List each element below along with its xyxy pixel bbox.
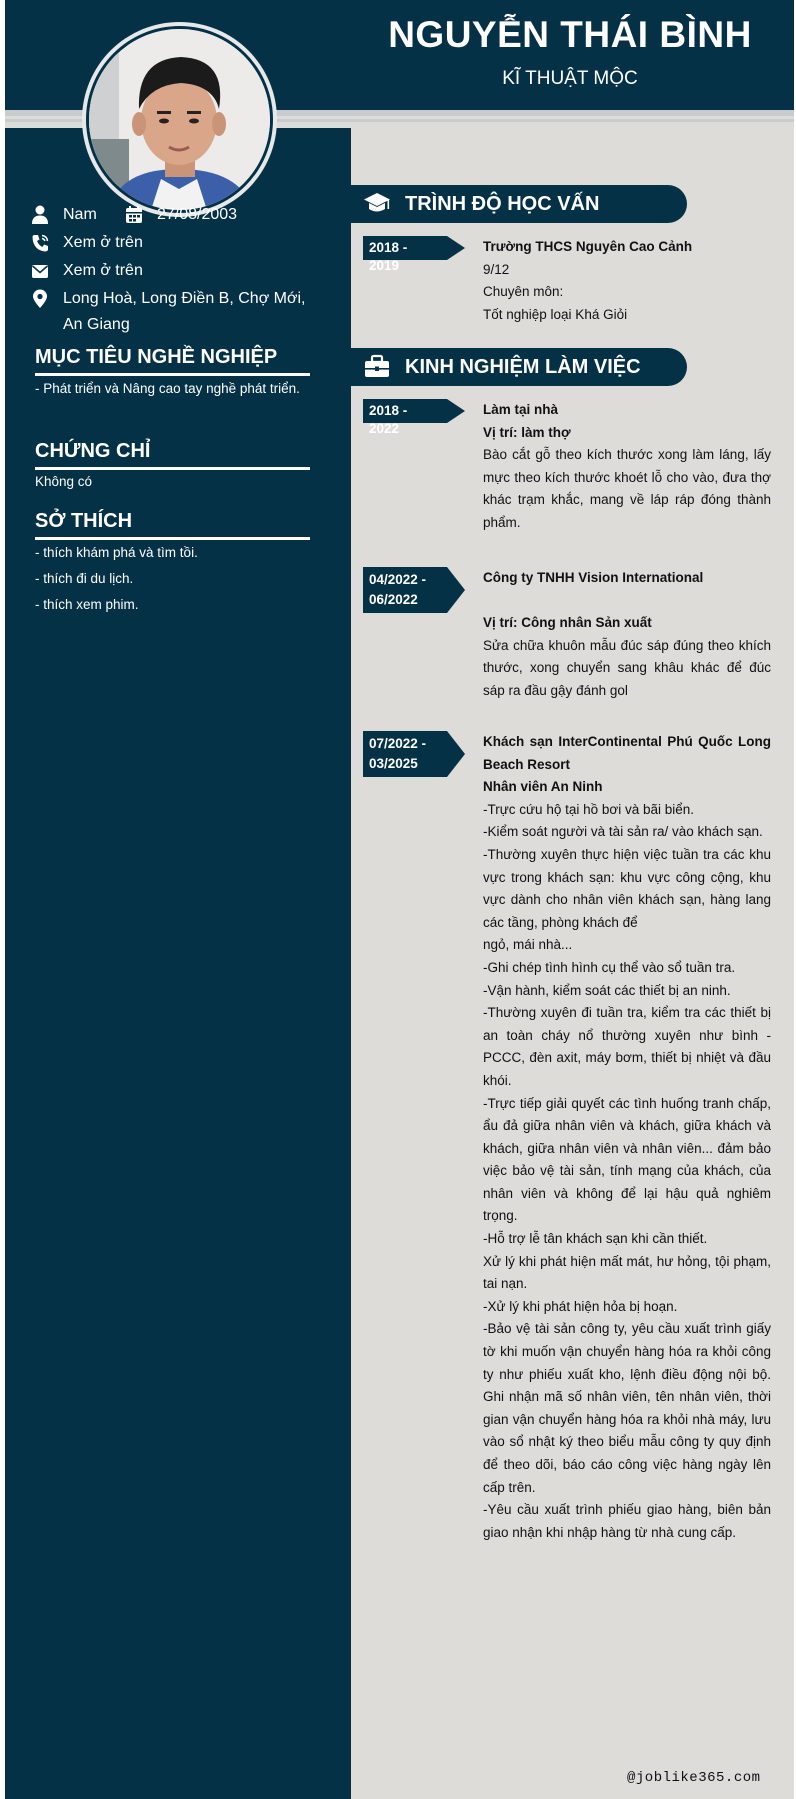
duty-line: -Bảo vệ tài sản công ty, yêu cầu xuất trình giấy tờ khi muốn vận chuyển hàng hóa ra khỏi công ty như phiếu xuất kho, lệnh điều động nội bộ. Ghi nhận mã số nhân viên, tên nhân viên, thời gian vận chuyển hàng hóa ra khỏi nhà máy, lưu vào sổ nhật ký theo biểu mẫu công ty quy định để theo dõi, báo cáo công việc hàng ngày lên cấp trên. xyxy=(483,1321,771,1495)
date-start: 04/2022 - xyxy=(369,572,427,587)
experience-entry xyxy=(483,567,771,703)
duty-line: -Xử lý khi phát hiện hỏa bị hoạn. xyxy=(483,1298,678,1314)
education-entry xyxy=(483,236,771,326)
envelope-icon xyxy=(31,262,49,282)
company-name: Công ty TNHH Vision International xyxy=(483,570,704,585)
duty-line: -Thường xuyên thực hiện việc tuần tra các khu vực trong khách sạn: khu vực công cộng, khu vực dành cho nhân viên khách sạn, hàng lang các tầng, phòng khách để xyxy=(483,846,771,930)
address-text: Long Hoà, Long Điền B, Chợ Mới, An Giang xyxy=(63,290,306,333)
user-icon xyxy=(31,205,49,225)
briefcase-icon xyxy=(363,354,391,380)
email-text: Xem ở trên xyxy=(63,262,143,279)
phone-text: Xem ở trên xyxy=(63,234,143,251)
duty-line: -Vận hành, kiểm soát các thiết bị an ninh. xyxy=(483,982,731,998)
certificates-heading: CHỨNG CHỈ xyxy=(35,440,310,470)
experience-entry xyxy=(483,731,771,1544)
phone-row xyxy=(31,230,331,256)
duty-line: -Yêu cầu xuất trình phiếu giao hàng, biên bản giao nhận khi nhập hàng từ nhà cung cấp. xyxy=(483,1502,771,1540)
objective-heading: MỤC TIÊU NGHỀ NGHIỆP xyxy=(35,346,310,376)
duty-line: -Thường xuyên đi tuần tra, kiểm tra các thiết bị an toàn cháy nổ thường xuyên như bình - PCCC, đèn axit, máy bơm, thiết bị nhiệt và đầu khói. xyxy=(483,1005,771,1088)
hobby-item: - thích khám phá và tìm tồi. xyxy=(35,545,198,560)
experience-date xyxy=(363,731,447,777)
gender-text: Nam xyxy=(63,206,97,223)
birthday-row xyxy=(125,202,325,228)
position: Vị trí: Công nhân Sản xuất xyxy=(483,615,652,631)
map-pin-icon xyxy=(31,289,49,309)
date-start: 07/2022 - xyxy=(369,736,427,751)
education-date: 2018 - 2019 xyxy=(363,236,447,260)
school-result: Tốt nghiệp loại Khá Giỏi xyxy=(483,306,628,322)
school-name: Trường THCS Nguyên Cao Cảnh xyxy=(483,239,693,254)
resume-page xyxy=(5,0,794,1799)
position: Vị trí: làm thợ xyxy=(483,424,571,440)
school-major: Chuyên môn: xyxy=(483,284,564,300)
experience-date xyxy=(363,567,447,613)
avatar xyxy=(89,29,270,210)
hobbies-list xyxy=(35,540,325,618)
date-end: 03/2025 xyxy=(369,756,418,771)
gender-row xyxy=(31,202,131,228)
duty-line: Bào cắt gỗ theo kích thước xong làm láng, lấy mực theo kích thước khoét lỗ cho vào, đưa thợ khác trạm khắc, mang về láp ráp đóng thành phẩm. xyxy=(483,447,771,530)
job-title: KĨ THUẬT MỘC xyxy=(502,68,638,89)
duty-line: -Trực tiếp giải quyết các tình huống tranh chấp, ẩu đả giữa nhân viên và khách, giữa khách và khách, giữa nhân viên và nhân viên... đảm bảo việc bảo vệ tài sản, tính mạng của khách, của nhân viên và không để lại hậu quả nghiêm trọng. xyxy=(483,1095,771,1224)
calendar-icon xyxy=(125,205,143,225)
footer-watermark: @joblike365.com xyxy=(627,1770,761,1786)
date-end: 06/2022 xyxy=(369,592,418,607)
birthday-text: 27/08/2003 xyxy=(157,206,238,223)
experience-entry xyxy=(483,399,771,535)
experience-heading-text: KINH NGHIỆM LÀM VIỆC xyxy=(405,356,641,378)
education-heading-text: TRÌNH ĐỘ HỌC VẤN xyxy=(405,193,600,215)
address-row xyxy=(31,286,331,338)
duty-line: ngỏ, mái nhà... xyxy=(483,937,573,953)
position: Nhân viên An Ninh xyxy=(483,779,603,795)
duty-line: Xử lý khi phát hiện mất mát, hư hỏng, tội phạm, tai nạn. xyxy=(483,1253,771,1292)
company-name: Khách sạn InterContinental Phú Quốc Long Beach Resort xyxy=(483,734,771,772)
duty-line: -Ghi chép tình hình cụ thể vào sổ tuần tra. xyxy=(483,959,736,975)
hobby-item: - thích đi du lịch. xyxy=(35,571,134,586)
duty-line: -Kiểm soát người và tài sản ra/ vào khách sạn. xyxy=(483,824,763,840)
duty-line: -Trực cứu hộ tại hồ bơi và bãi biển. xyxy=(483,801,695,817)
candidate-name: NGUYỄN THÁI BÌNH xyxy=(388,14,752,55)
duty-line: Sửa chữa khuôn mẫu đúc sáp đúng theo khích thước, xong chuyển sang khâu khác để đúc sáp ra đầu gậy đánh gol xyxy=(483,637,771,698)
objective-text: - Phát triển và Nâng cao tay nghề phát triển. xyxy=(35,381,300,396)
duty-line: -Hỗ trợ lễ tân khách sạn khi cần thiết. xyxy=(483,1231,708,1247)
graduation-cap-icon xyxy=(363,191,391,217)
experience-date: 2018 - 2022 xyxy=(363,399,447,423)
education-heading xyxy=(351,185,687,223)
hobby-item: - thích xem phim. xyxy=(35,597,139,612)
experience-heading xyxy=(351,348,687,386)
hobbies-heading: SỞ THÍCH xyxy=(35,510,310,540)
avatar-frame xyxy=(82,22,277,217)
email-row xyxy=(31,258,331,284)
certificates-text: Không có xyxy=(35,474,93,489)
company-name: Làm tại nhà xyxy=(483,402,559,417)
school-grade: 9/12 xyxy=(483,261,510,277)
phone-icon xyxy=(31,233,49,253)
